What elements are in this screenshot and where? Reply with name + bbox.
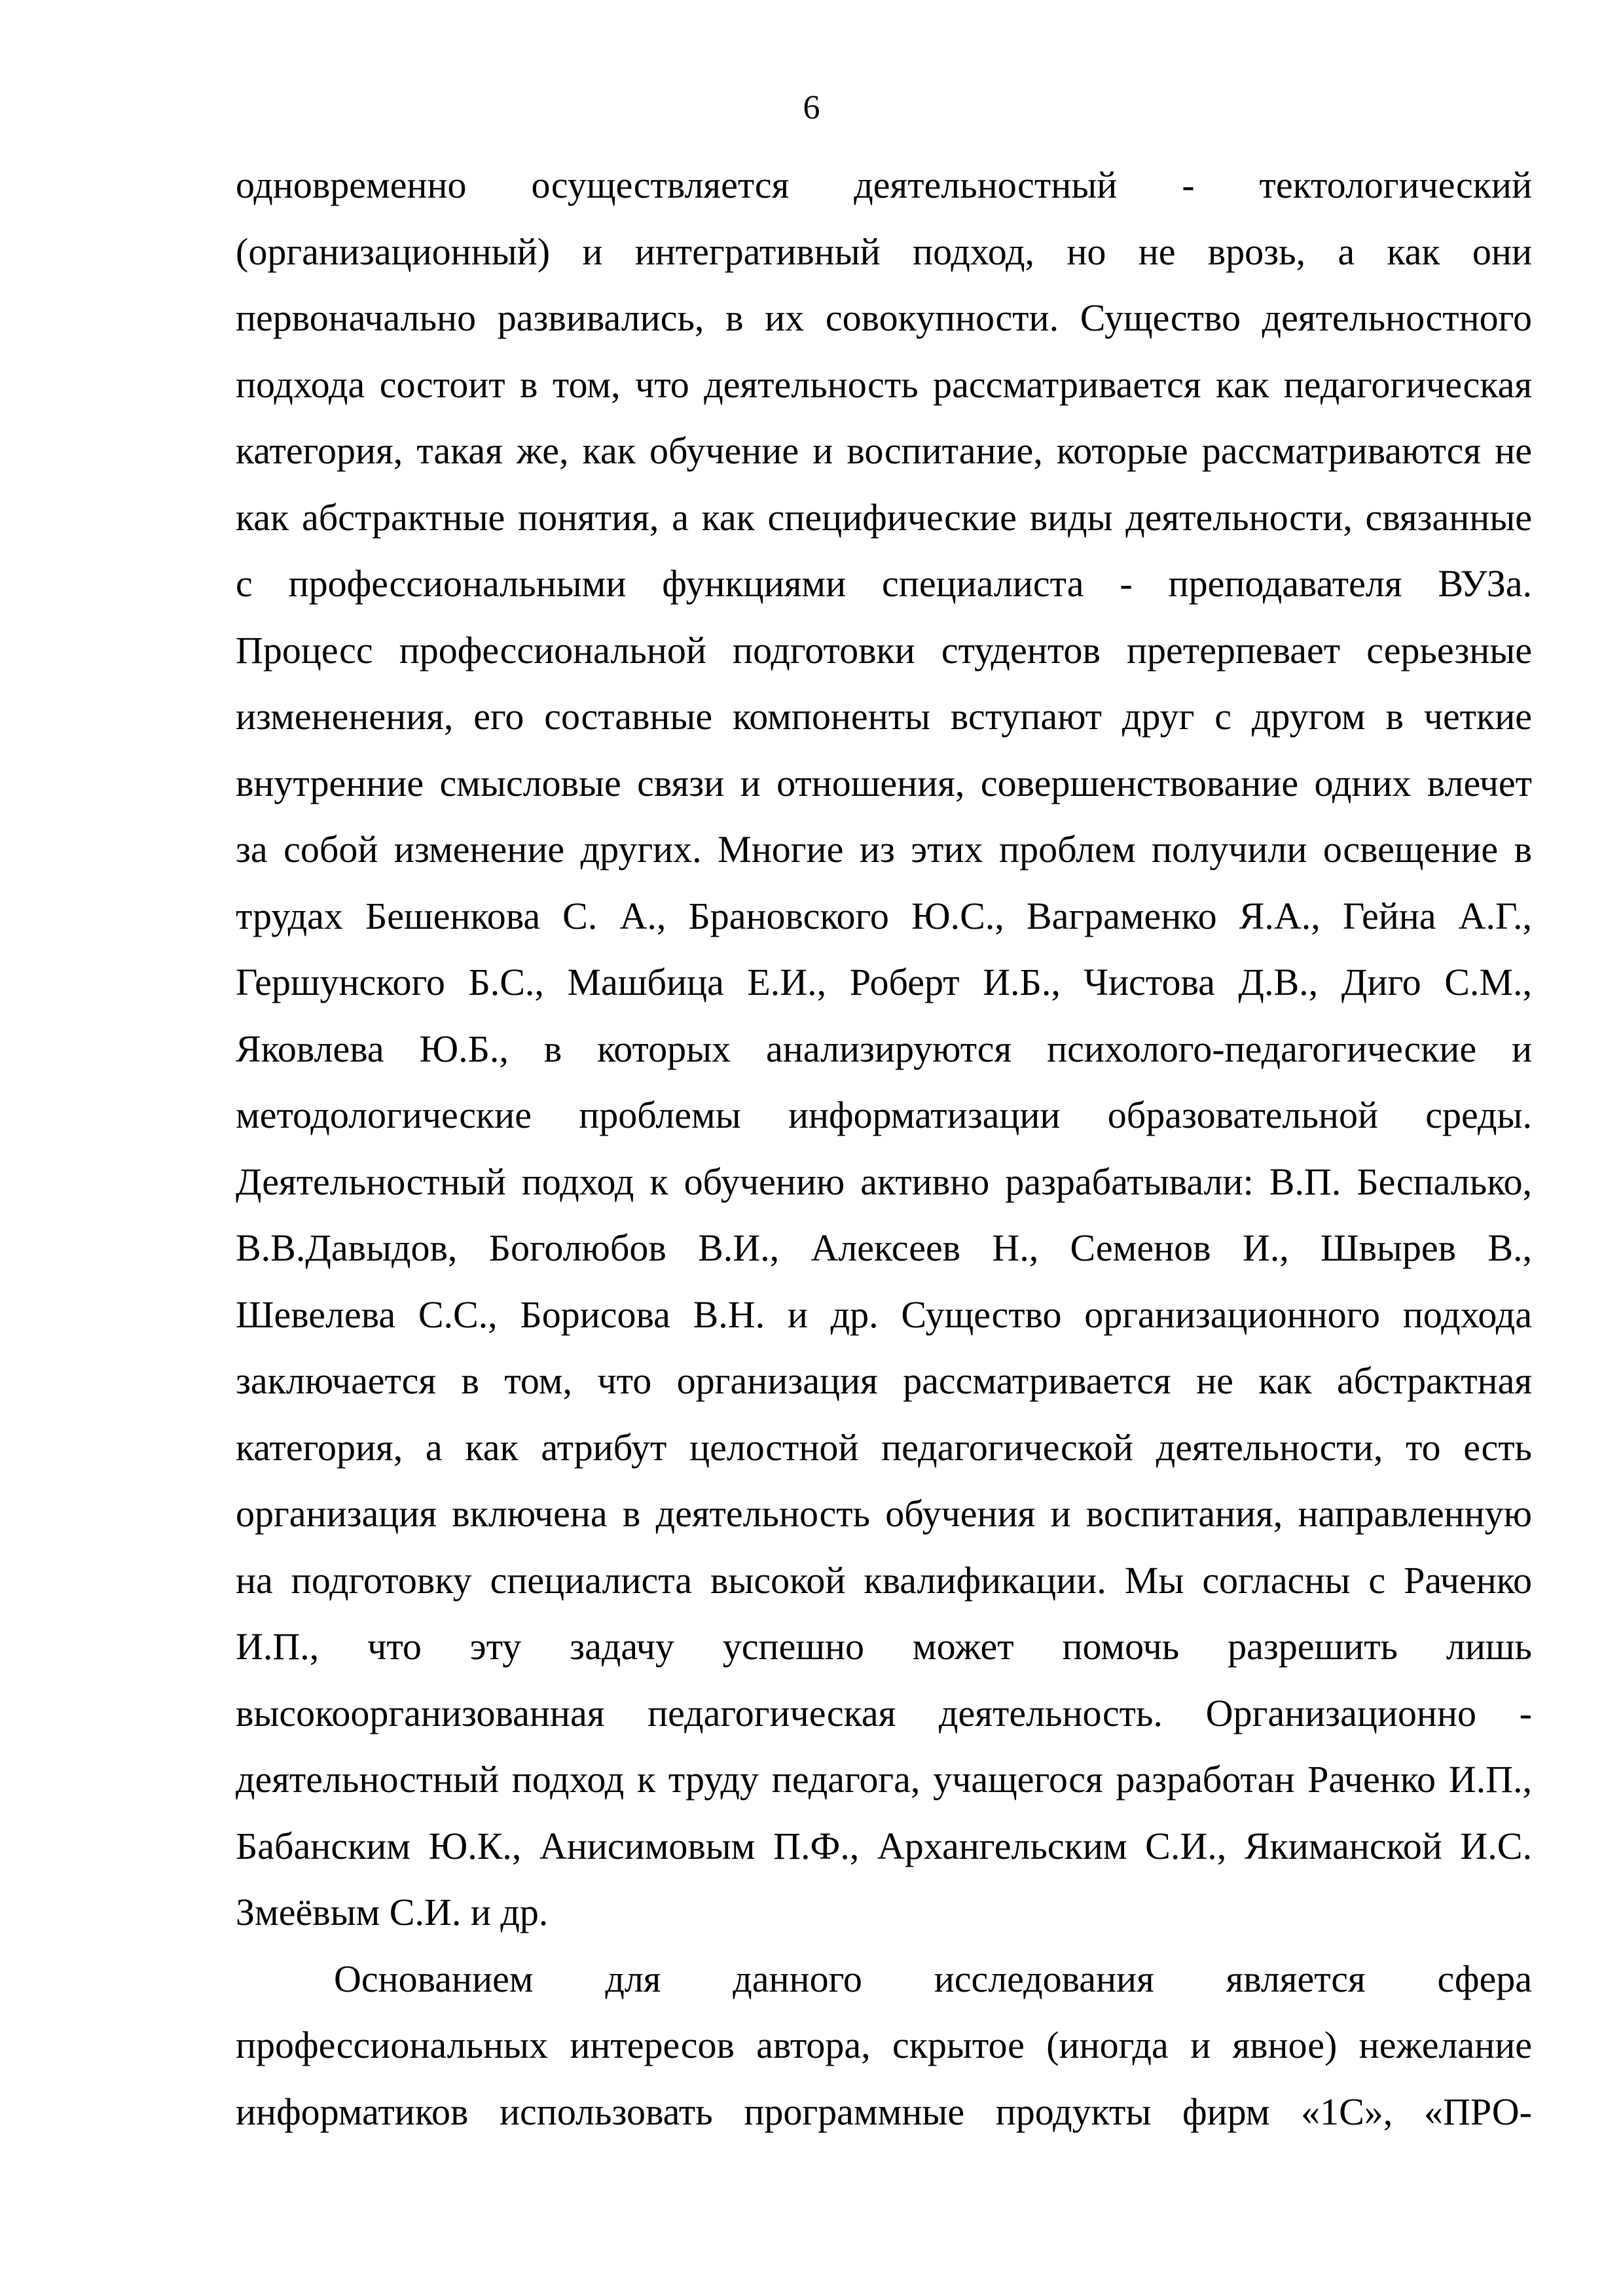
text-line: как абстрактные понятия, а как специфические виды деятельности, связанные bbox=[236, 495, 1532, 539]
body-text bbox=[236, 152, 1532, 2145]
text-line: Процесс профессиональной подготовки студентов претерпевает серьезные bbox=[236, 628, 1532, 672]
text-line: категория, а как атрибут целостной педагогической деятельности, то есть bbox=[236, 1426, 1532, 1469]
text-line: деятельностный подход к труду педагога, учащегося разработан Раченко И.П., bbox=[236, 1758, 1532, 1801]
text-line: И.П., что эту задачу успешно может помочь разрешить лишь bbox=[236, 1625, 1532, 1668]
text-line: одновременно осуществляется деятельностный - тектологический bbox=[236, 164, 1532, 206]
text-line: с профессиональными функциями специалиста - преподавателя ВУЗа. bbox=[236, 562, 1532, 605]
text-line: методологические проблемы информатизации образовательной среды. bbox=[236, 1094, 1532, 1136]
text-line: В.В.Давыдов, Боголюбов В.И., Алексеев Н., Семенов И., Швырев В., bbox=[236, 1227, 1532, 1269]
text-line: заключается в том, что организация рассматривается не как абстрактная bbox=[236, 1359, 1532, 1402]
text-line: трудах Бешенкова С. А., Брановского Ю.С., Ваграменко Я.А., Гейна А.Г., bbox=[236, 894, 1532, 937]
text-line: (организационный) и интегративный подход, но не врозь, а как они bbox=[236, 230, 1532, 273]
text-line: измененения, его составные компоненты вступают друг с другом в четкие bbox=[236, 695, 1532, 738]
text-line: Бабанским Ю.К., Анисимовым П.Ф., Архангельским С.И., Якиманской И.С. bbox=[236, 1824, 1532, 1867]
text-line: внутренние смысловые связи и отношения, совершенствование одних влечет bbox=[236, 761, 1532, 804]
text-line: на подготовку специалиста высокой квалификации. Мы согласны с Раченко bbox=[236, 1558, 1532, 1602]
text-line: категория, такая же, как обучение и воспитание, которые рассматриваются не bbox=[236, 429, 1532, 472]
text-line: Змеёвым С.И. и др. bbox=[236, 1891, 549, 1933]
text-line: за собой изменение других. Многие из этих проблем получили освещение в bbox=[236, 828, 1532, 870]
text-line: организация включена в деятельность обучения и воспитания, направленную bbox=[236, 1492, 1532, 1535]
text-line: высокоорганизованная педагогическая деятельность. Организационно - bbox=[236, 1691, 1532, 1734]
text-line: Гершунского Б.С., Машбица Е.И., Роберт И.Б., Чистова Д.В., Диго С.М., bbox=[236, 961, 1532, 1003]
text-line: Яковлева Ю.Б., в которых анализируются психолого-педагогические и bbox=[236, 1027, 1532, 1070]
text-line: профессиональных интересов автора, скрытое (иногда и явное) нежелание bbox=[236, 2024, 1532, 2066]
text-line: Шевелева С.С., Борисова В.Н. и др. Существо организационного подхода bbox=[236, 1293, 1532, 1336]
text-line: первоначально развивались, в их совокупности. Существо деятельностного bbox=[236, 296, 1532, 339]
text-line: Основанием для данного исследования является сфера bbox=[334, 1957, 1532, 2000]
page-number: 6 bbox=[803, 89, 820, 126]
text-line: подхода состоит в том, что деятельность рассматривается как педагогическая bbox=[236, 363, 1532, 406]
text-line: Деятельностный подход к обучению активно разрабатывали: В.П. Беспалько, bbox=[236, 1160, 1532, 1203]
text-line: информатиков использовать программные продукты фирм «1С», «ПРО- bbox=[236, 2090, 1532, 2133]
